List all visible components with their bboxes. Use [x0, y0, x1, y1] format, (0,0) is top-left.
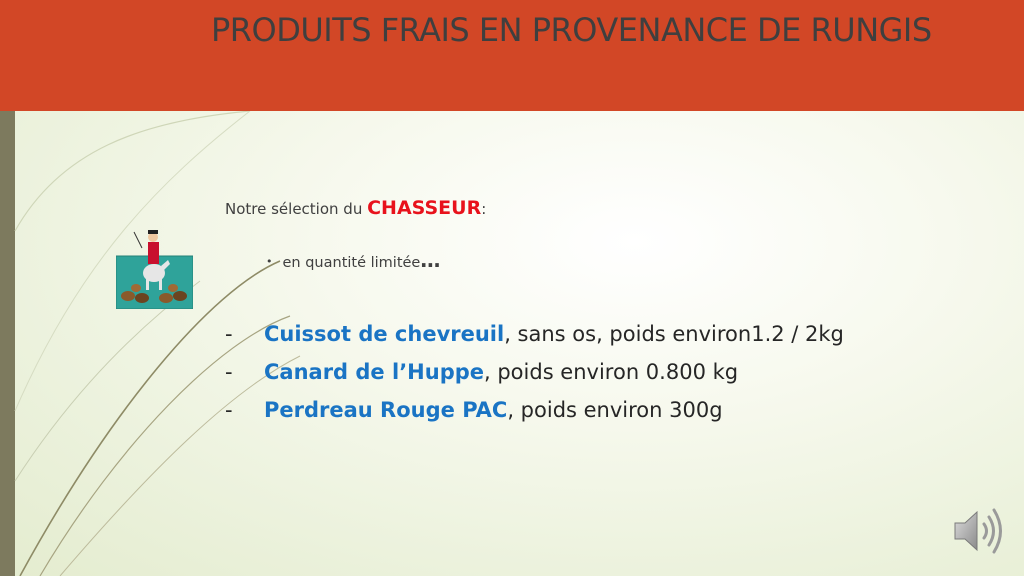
item-dash: - — [225, 360, 233, 384]
intro-suffix: : — [481, 200, 487, 218]
intro-highlight: CHASSEUR — [367, 197, 482, 219]
item-dash: - — [225, 322, 233, 346]
bullet-point — [266, 248, 440, 272]
bullet-dot: • — [266, 255, 273, 268]
list-item — [225, 391, 1005, 429]
hunter-on-horse-icon — [116, 226, 193, 309]
speaker-icon[interactable] — [951, 505, 1007, 557]
slide-title: PRODUITS FRAIS EN PROVENANCE DE RUNGIS — [211, 11, 932, 49]
item-dash: - — [225, 398, 233, 422]
list-item — [225, 315, 1005, 353]
intro-prefix: Notre sélection du — [225, 200, 368, 218]
product-list — [225, 315, 1005, 429]
item-detail: , poids environ 300g — [507, 398, 723, 422]
item-name: Perdreau Rouge PAC — [264, 398, 508, 422]
item-name: Cuissot de chevreuil — [264, 322, 505, 346]
item-name: Canard de l’Huppe — [264, 360, 484, 384]
item-detail: , sans os, poids environ1.2 / 2kg — [504, 322, 844, 346]
bullet-text: en quantité limitée — [282, 255, 421, 271]
bullet-ellipsis: … — [420, 248, 441, 272]
title-bar — [0, 0, 1024, 111]
intro-line — [225, 197, 486, 219]
list-item — [225, 353, 1005, 391]
item-detail: , poids environ 0.800 kg — [484, 360, 739, 384]
